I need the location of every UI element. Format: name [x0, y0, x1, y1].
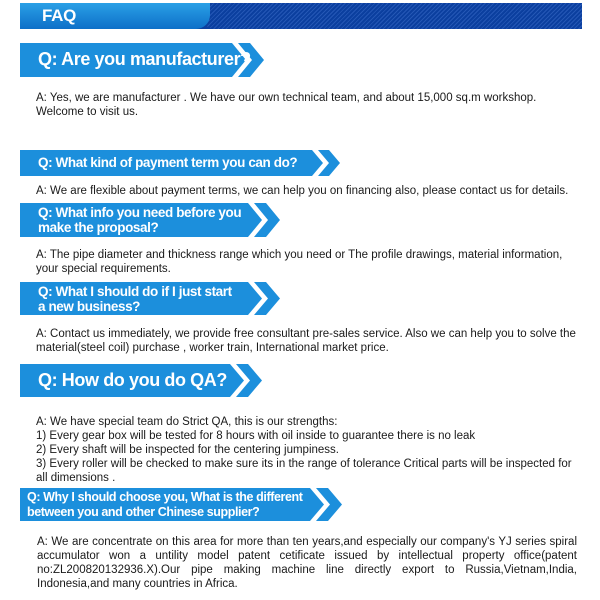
faq-header: [20, 3, 582, 29]
answer-1: [36, 91, 582, 119]
answer-text: A: Contact us immediately, we provide free consultant pre-sales service. Also we can help you to solve the material(steel coil) purchase , worker train, International market price.: [36, 328, 576, 354]
answer-text: A: We have special team do Strict QA, this is our strengths:: [36, 416, 338, 428]
question-line: Q: What I should do if I just start: [38, 284, 232, 299]
answer-6: [37, 535, 577, 591]
answer-item: 3) Every roller will be checked to make sure its in the range of tolerance Critical parts will be inspected for all dimensions .: [36, 458, 572, 484]
question-banner-3: [20, 203, 300, 237]
header-stripes: [202, 3, 582, 29]
question-banner-6: [20, 488, 360, 521]
answer-5: [36, 415, 582, 485]
question-text: [38, 284, 232, 314]
answer-item: 1) Every gear box will be tested for 8 hours with oil inside to guarantee there is no leak: [36, 430, 476, 442]
question-text: Q: How do you do QA?: [38, 370, 227, 390]
question-text: Q: What kind of payment term you can do?: [38, 155, 298, 170]
answer-text: A: Yes, we are manufacturer . We have our own technical team, and about 15,000 sq.m workshop. Welcome to visit us.: [36, 92, 537, 118]
question-text: Q: Are you manufacturer?: [38, 49, 251, 69]
question-line: Q: What info you need before you: [38, 205, 242, 220]
question-banner-1: [20, 43, 280, 77]
answer-text: A: We are concentrate on this area for more than ten years,and especially our company's YJ series spiral accumulator won a untility model patent cetificate issued by intellectual property office(patent no:ZL200820132936.X).Our pipe making machine line directly export to Russia,Vietnam,India, Indonesia,and many countries in Africa.: [37, 536, 577, 590]
question-banner-5: [20, 364, 300, 397]
page-title: FAQ: [42, 6, 77, 25]
question-line: a new business?: [38, 299, 141, 314]
question-text: [27, 490, 303, 519]
answer-text: A: We are flexible about payment terms, we can help you on financing also, please contact us for details.: [36, 185, 569, 197]
answer-text: A: The pipe diameter and thickness range which you need or The profile drawings, material information, your special requirements.: [36, 249, 563, 275]
answer-4: [36, 327, 582, 355]
question-banner-4: [20, 282, 300, 315]
question-line: make the proposal?: [38, 220, 159, 235]
answer-3: [36, 248, 582, 276]
question-banner-2: [20, 150, 360, 176]
answer-item: 2) Every shaft will be inspected for the centering jumpiness.: [36, 444, 339, 456]
question-line: between you and other Chinese supplier?: [27, 504, 260, 519]
question-line: Q: Why I should choose you, What is the different: [27, 490, 303, 504]
question-text: [38, 205, 241, 235]
answer-2: [36, 184, 582, 198]
